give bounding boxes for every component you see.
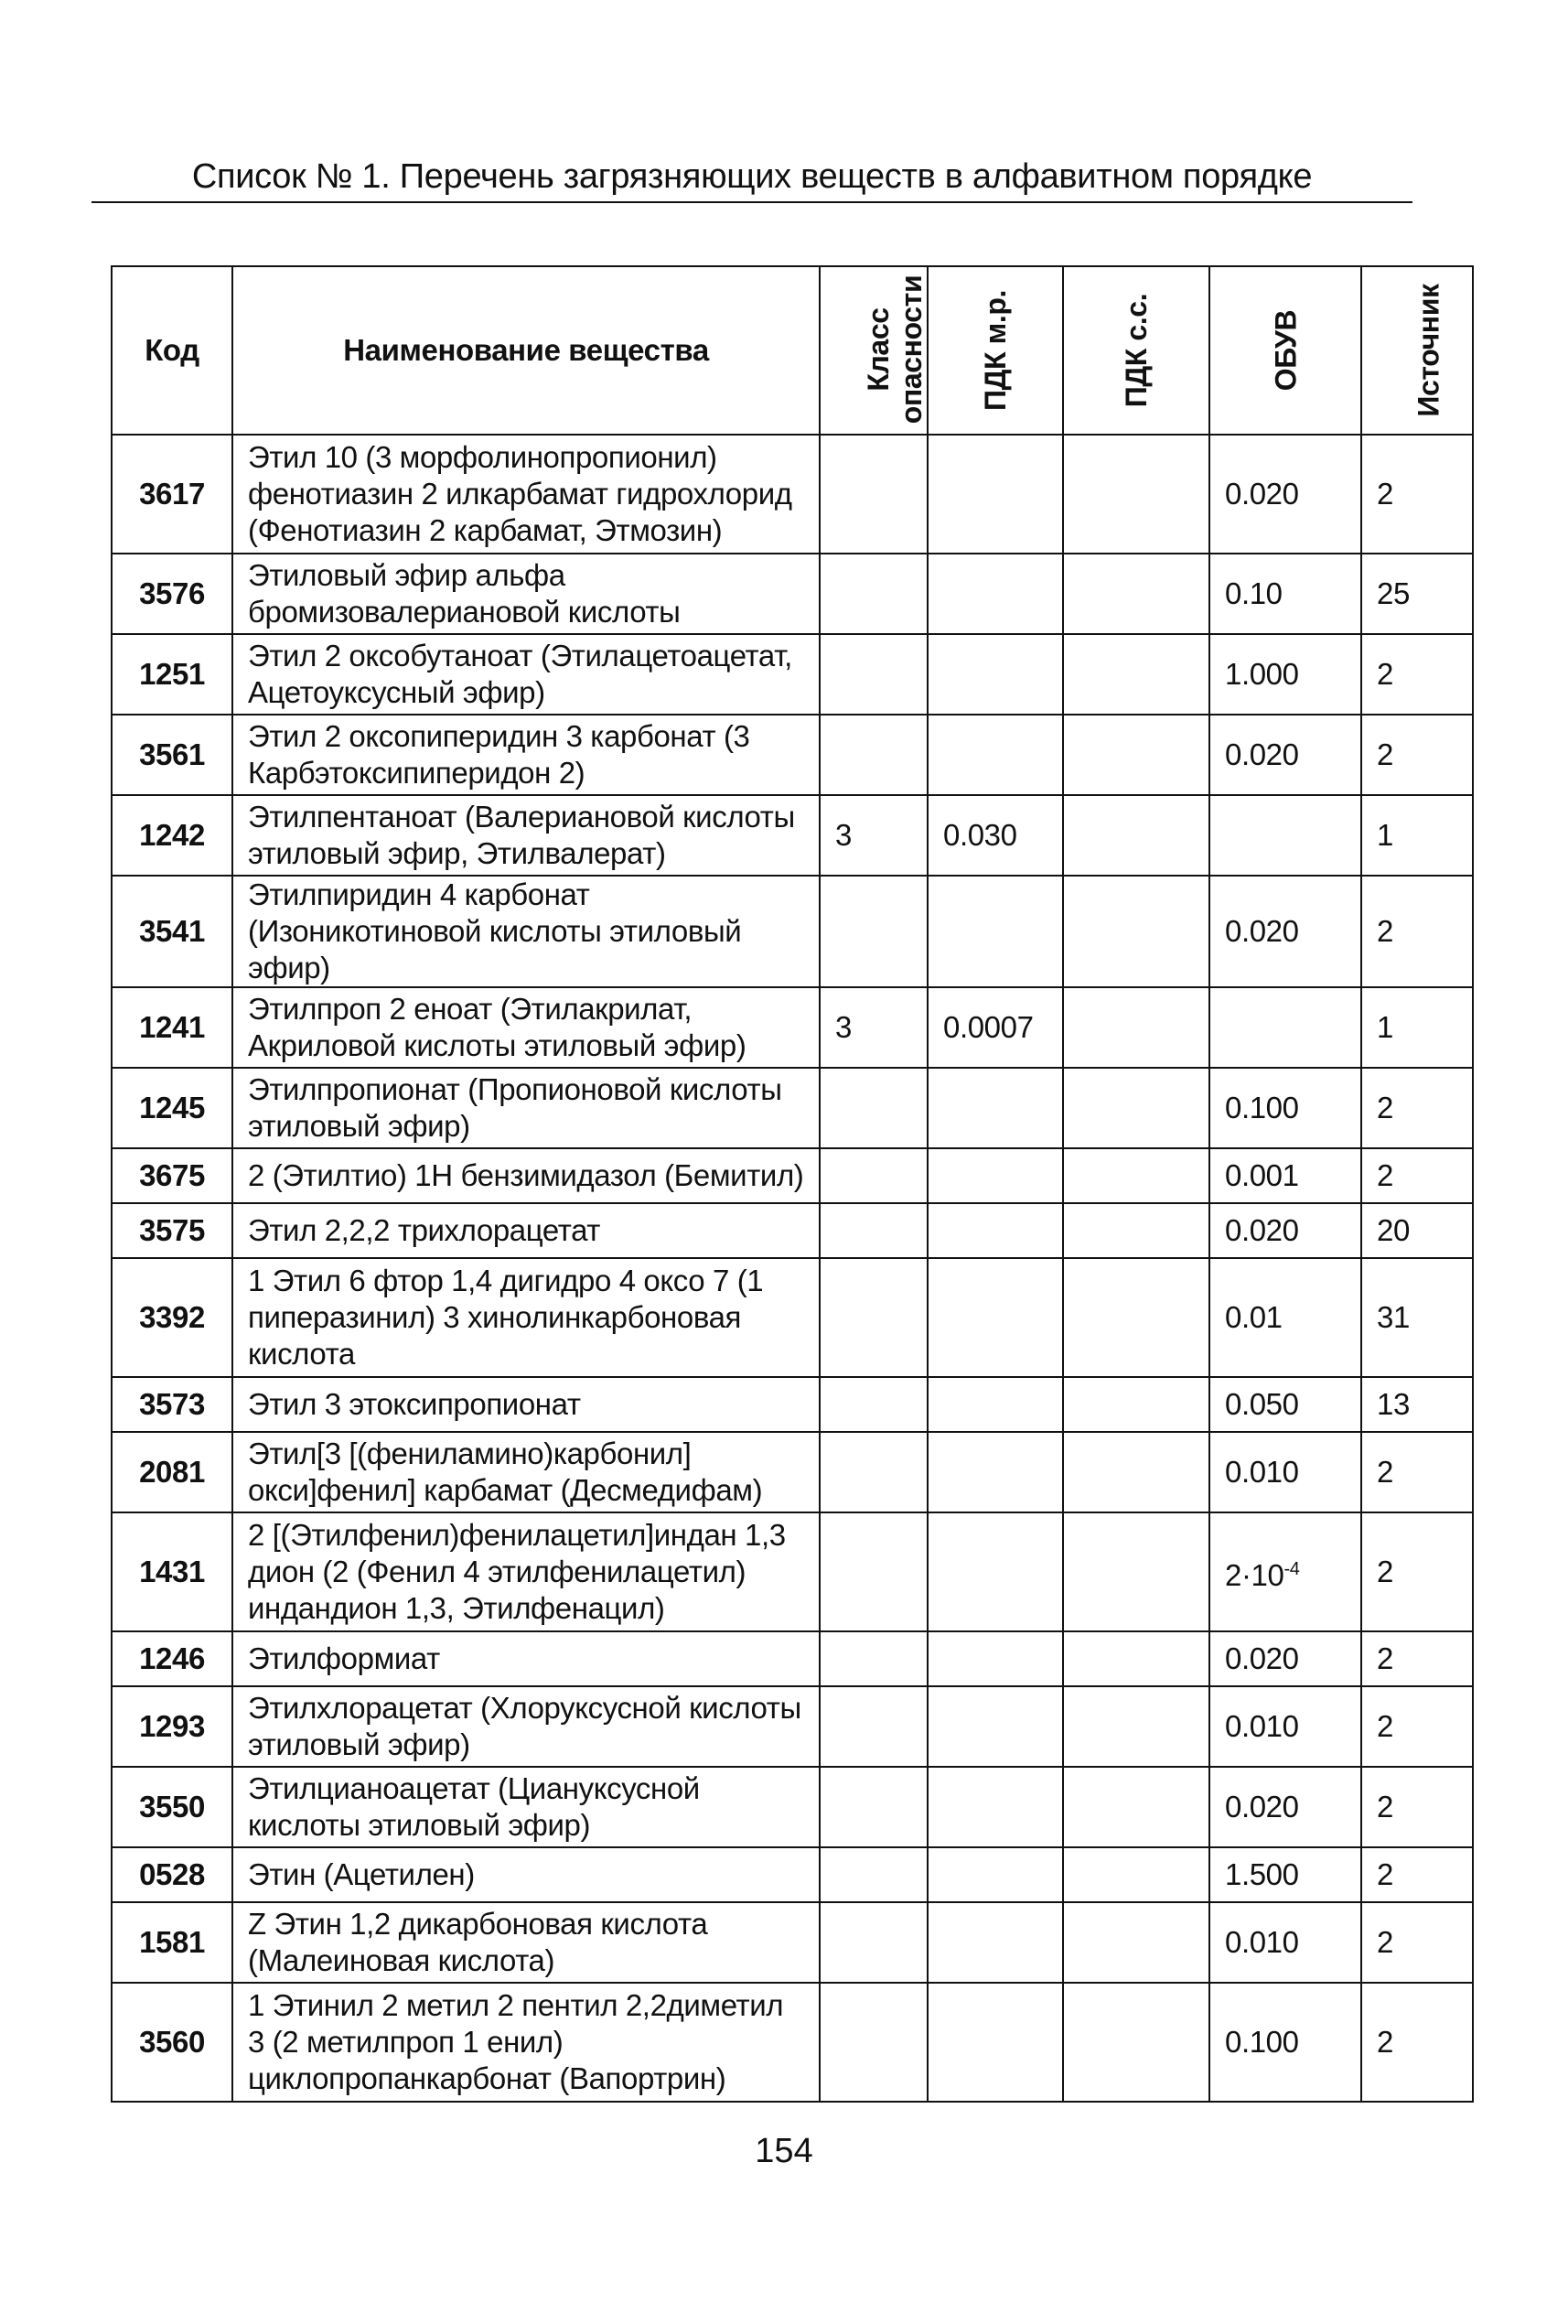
column-header-pdk-ss-label: ПДК с.с.	[1120, 293, 1153, 408]
cell-source-text: 1	[1377, 818, 1393, 852]
cell-pdk-ss	[1063, 1767, 1209, 1847]
cell-pdk-mr	[928, 1068, 1063, 1148]
cell-obuv	[1209, 1148, 1361, 1203]
cell-pdk-ss	[1063, 1068, 1209, 1148]
cell-name-text: Этилпропионат (Пропионовой кислоты этиловый эфир)	[248, 1072, 782, 1143]
cell-pdk-mr	[928, 1432, 1063, 1512]
cell-source-text: 2	[1377, 2025, 1393, 2059]
cell-pdk-ss	[1063, 1512, 1209, 1631]
cell-pdk-mr	[928, 1983, 1063, 2102]
cell-name-text: Этил 10 (3 морфолинопропионил) фенотиазин 2 илкарбамат гидрохлорид (Фенотиазин 2 карбамат, Этмозин)	[248, 440, 792, 547]
cell-code-text: 1241	[139, 1010, 205, 1044]
table-row	[112, 554, 1473, 634]
cell-code-text: 3575	[139, 1213, 205, 1247]
cell-hazard-class	[820, 1377, 928, 1432]
table-row	[112, 1512, 1473, 1631]
cell-code	[112, 795, 232, 876]
cell-name	[232, 1432, 820, 1512]
cell-hazard-class	[820, 1983, 928, 2102]
cell-name	[232, 554, 820, 634]
cell-source	[1361, 987, 1473, 1068]
cell-code	[112, 1203, 232, 1258]
cell-code-text: 1581	[139, 1925, 205, 1959]
cell-code	[112, 987, 232, 1068]
cell-obuv-text: 0.010	[1225, 1455, 1299, 1489]
cell-code	[112, 1512, 232, 1631]
cell-code-text: 3675	[139, 1158, 205, 1192]
cell-obuv-text: 0.020	[1225, 1641, 1299, 1675]
cell-source	[1361, 1767, 1473, 1847]
cell-hazard-class	[820, 1902, 928, 1983]
cell-code	[112, 1767, 232, 1847]
table-row	[112, 795, 1473, 876]
column-header-source	[1361, 266, 1473, 435]
cell-source	[1361, 1902, 1473, 1983]
column-header-obuv	[1209, 266, 1361, 435]
cell-source	[1361, 1983, 1473, 2102]
cell-code	[112, 715, 232, 795]
cell-pdk-ss	[1063, 1432, 1209, 1512]
cell-hazard-class	[820, 1631, 928, 1686]
cell-pdk-ss	[1063, 1847, 1209, 1902]
page-number: 154	[755, 2132, 813, 2170]
cell-obuv	[1209, 795, 1361, 876]
cell-name	[232, 795, 820, 876]
cell-name	[232, 435, 820, 554]
cell-name	[232, 1377, 820, 1432]
cell-source	[1361, 1686, 1473, 1767]
cell-pdk-ss	[1063, 1686, 1209, 1767]
cell-pdk-mr	[928, 1203, 1063, 1258]
cell-name-text: Этилпроп 2 еноат (Этилакрилат, Акриловой кислоты этиловый эфир)	[248, 992, 746, 1062]
cell-pdk-ss	[1063, 795, 1209, 876]
cell-name-text: Этил[3 [(фениламино)карбонил] окси]фенил] карбамат (Десмедифам)	[248, 1436, 763, 1507]
cell-obuv-text: 0.010	[1225, 1709, 1299, 1743]
cell-pdk-mr	[928, 1377, 1063, 1432]
cell-code	[112, 1686, 232, 1767]
cell-code	[112, 1631, 232, 1686]
cell-source-text: 2	[1377, 914, 1393, 948]
table-row	[112, 1148, 1473, 1203]
cell-obuv	[1209, 1377, 1361, 1432]
cell-code	[112, 1847, 232, 1902]
cell-pdk-mr	[928, 876, 1063, 987]
table-row	[112, 1068, 1473, 1148]
cell-source	[1361, 795, 1473, 876]
column-header-pdk-mr	[928, 266, 1063, 435]
cell-source-text: 2	[1377, 1709, 1393, 1743]
cell-obuv-text: 0.020	[1225, 1790, 1299, 1824]
cell-code	[112, 1377, 232, 1432]
cell-pdk-ss	[1063, 987, 1209, 1068]
table-row	[112, 1686, 1473, 1767]
cell-hazard-class	[820, 1148, 928, 1203]
column-header-pdk-mr-label: ПДК м.р.	[979, 289, 1012, 412]
table-row	[112, 634, 1473, 715]
cell-source	[1361, 1068, 1473, 1148]
cell-source	[1361, 1258, 1473, 1377]
cell-obuv	[1209, 1983, 1361, 2102]
cell-pdk-mr	[928, 1847, 1063, 1902]
cell-obuv	[1209, 987, 1361, 1068]
cell-obuv	[1209, 1432, 1361, 1512]
cell-hazard-class	[820, 1847, 928, 1902]
cell-code	[112, 1068, 232, 1148]
cell-name-text: Этилцианоацетат (Циануксусной кислоты этиловый эфир)	[248, 1771, 700, 1842]
page-title: Список № 1. Перечень загрязняющих веществ в алфавитном порядке	[191, 157, 1313, 196]
cell-hazard-class	[820, 634, 928, 715]
cell-hazard-class	[820, 554, 928, 634]
cell-pdk-ss	[1063, 1983, 1209, 2102]
cell-hazard-class	[820, 1258, 928, 1377]
cell-obuv-text: 0.020	[1225, 477, 1299, 511]
cell-pdk-ss	[1063, 1148, 1209, 1203]
cell-name-text: Этил 2,2,2 трихлорацетат	[248, 1213, 601, 1247]
column-header-pdk-ss	[1063, 266, 1209, 435]
cell-obuv-text: 1.500	[1225, 1857, 1299, 1891]
cell-source	[1361, 1847, 1473, 1902]
cell-obuv	[1209, 554, 1361, 634]
table-row	[112, 1631, 1473, 1686]
cell-code-text: 3573	[139, 1387, 205, 1421]
cell-code-text: 3617	[139, 477, 205, 511]
cell-source	[1361, 715, 1473, 795]
column-header-obuv-label: ОБУВ	[1268, 309, 1302, 392]
cell-hazard-class	[820, 1432, 928, 1512]
cell-obuv	[1209, 876, 1361, 987]
column-header-name: Наименование вещества	[232, 266, 820, 435]
substances-table	[111, 265, 1474, 2103]
cell-obuv-text: 0.001	[1225, 1158, 1299, 1192]
cell-code-text: 2081	[139, 1455, 205, 1489]
column-header-code: Код	[112, 266, 232, 435]
cell-code-text: 1251	[139, 657, 205, 691]
cell-source-text: 25	[1377, 576, 1410, 610]
cell-source-text: 13	[1377, 1387, 1410, 1421]
cell-source-text: 20	[1377, 1213, 1410, 1247]
cell-source	[1361, 554, 1473, 634]
cell-source	[1361, 1512, 1473, 1631]
cell-obuv	[1209, 1767, 1361, 1847]
cell-name-text: 2 (Этилтио) 1Н бензимидазол (Бемитил)	[248, 1158, 804, 1192]
cell-pdk-mr-text: 0.0007	[943, 1010, 1034, 1044]
cell-source-text: 2	[1377, 477, 1393, 511]
cell-name	[232, 987, 820, 1068]
cell-source	[1361, 1631, 1473, 1686]
cell-code-text: 1242	[139, 818, 205, 852]
cell-hazard-class	[820, 435, 928, 554]
table-body	[112, 435, 1473, 2102]
cell-pdk-ss	[1063, 634, 1209, 715]
cell-pdk-ss	[1063, 1377, 1209, 1432]
cell-pdk-ss	[1063, 1258, 1209, 1377]
cell-code-text: 1431	[139, 1555, 205, 1588]
cell-name-text: Этин (Ацетилен)	[248, 1857, 475, 1891]
header-rule	[91, 201, 1412, 203]
cell-obuv-text: 1.000	[1225, 657, 1299, 691]
cell-name-text: Этил 3 этоксипропионат	[248, 1387, 581, 1421]
cell-pdk-mr	[928, 1902, 1063, 1983]
table-header-row	[112, 266, 1473, 435]
column-header-hazard-class	[820, 266, 928, 435]
cell-code	[112, 1258, 232, 1377]
cell-pdk-mr	[928, 1258, 1063, 1377]
cell-pdk-mr	[928, 987, 1063, 1068]
cell-obuv-text: 2·10	[1225, 1557, 1284, 1592]
cell-pdk-ss	[1063, 1902, 1209, 1983]
cell-source	[1361, 1432, 1473, 1512]
cell-obuv-text: 0.100	[1225, 2025, 1299, 2059]
cell-obuv	[1209, 1902, 1361, 1983]
cell-obuv	[1209, 1631, 1361, 1686]
cell-name	[232, 634, 820, 715]
table-row	[112, 1847, 1473, 1902]
cell-source	[1361, 634, 1473, 715]
cell-obuv	[1209, 435, 1361, 554]
cell-code	[112, 876, 232, 987]
cell-hazard-class	[820, 1203, 928, 1258]
cell-code-text: 1293	[139, 1709, 205, 1743]
cell-name	[232, 876, 820, 987]
cell-pdk-ss	[1063, 1631, 1209, 1686]
column-header-hazard-class-line2: опасности	[895, 274, 929, 425]
cell-code	[112, 634, 232, 715]
cell-code-text: 3560	[139, 2025, 205, 2059]
cell-name	[232, 1148, 820, 1203]
cell-name	[232, 1068, 820, 1148]
cell-name-text: 1 Этил 6 фтор 1,4 дигидро 4 оксо 7 (1 пиперазинил) 3 хинолинкарбоновая кислота	[248, 1264, 764, 1371]
table-row	[112, 1767, 1473, 1847]
table-row	[112, 1432, 1473, 1512]
table-row	[112, 1377, 1473, 1432]
cell-code	[112, 1148, 232, 1203]
column-header-hazard-class-line1: Класс	[862, 307, 896, 392]
cell-name	[232, 715, 820, 795]
table-row	[112, 1902, 1473, 1983]
cell-pdk-ss	[1063, 876, 1209, 987]
cell-source	[1361, 1148, 1473, 1203]
cell-source-text: 2	[1377, 1555, 1393, 1588]
cell-source-text: 2	[1377, 1925, 1393, 1959]
cell-pdk-ss	[1063, 1203, 1209, 1258]
cell-source	[1361, 1377, 1473, 1432]
cell-hazard-class-text: 3	[835, 818, 852, 852]
cell-source-text: 2	[1377, 1857, 1393, 1891]
cell-code-text: 3392	[139, 1300, 205, 1334]
cell-obuv-text: 0.050	[1225, 1387, 1299, 1421]
cell-code	[112, 435, 232, 554]
cell-code-text: 3541	[139, 914, 205, 948]
cell-obuv	[1209, 1847, 1361, 1902]
cell-pdk-ss	[1063, 554, 1209, 634]
column-header-source-label: Источник	[1412, 284, 1445, 417]
cell-name-text: Этилформиат	[248, 1641, 440, 1675]
cell-source-text: 2	[1377, 1641, 1393, 1675]
cell-name-text: 1 Этинил 2 метил 2 пентил 2,2диметил 3 (2 метилпроп 1 енил) циклопропанкарбонат (Вапортрин)	[248, 1988, 784, 2095]
cell-name-text: Этилпиридин 4 карбонат (Изоникотиновой кислоты этиловый эфир)	[248, 877, 742, 984]
cell-name-text: Этилхлорацетат (Хлоруксусной кислоты этиловый эфир)	[248, 1691, 801, 1761]
cell-hazard-class	[820, 1512, 928, 1631]
cell-name-text: Z Этин 1,2 дикарбоновая кислота (Малеиновая кислота)	[248, 1907, 708, 1977]
cell-source-text: 1	[1377, 1010, 1393, 1044]
cell-obuv-text: 0.010	[1225, 1925, 1299, 1959]
cell-hazard-class	[820, 1686, 928, 1767]
cell-obuv	[1209, 1258, 1361, 1377]
cell-obuv-text: 0.10	[1225, 576, 1283, 610]
cell-code-text: 0528	[139, 1857, 205, 1891]
cell-name	[232, 1686, 820, 1767]
cell-pdk-mr	[928, 435, 1063, 554]
table-row	[112, 715, 1473, 795]
cell-name	[232, 1512, 820, 1631]
cell-obuv-exponent: -4	[1283, 1558, 1300, 1579]
table-row	[112, 1258, 1473, 1377]
cell-obuv	[1209, 715, 1361, 795]
cell-code-text: 3550	[139, 1790, 205, 1824]
cell-code	[112, 1432, 232, 1512]
cell-pdk-mr-text: 0.030	[943, 818, 1017, 852]
cell-source	[1361, 876, 1473, 987]
cell-pdk-mr	[928, 1767, 1063, 1847]
table-row	[112, 1203, 1473, 1258]
cell-name-text: Этил 2 оксопиперидин 3 карбонат (3 Карбэтоксипиперидон 2)	[248, 719, 750, 790]
cell-hazard-class	[820, 715, 928, 795]
cell-pdk-mr	[928, 1631, 1063, 1686]
cell-name	[232, 1258, 820, 1377]
cell-pdk-mr	[928, 715, 1063, 795]
cell-pdk-mr	[928, 634, 1063, 715]
cell-pdk-mr	[928, 554, 1063, 634]
cell-name-text: Этилпентаноат (Валериановой кислоты этиловый эфир, Этилвалерат)	[248, 800, 795, 870]
cell-source-text: 2	[1377, 1158, 1393, 1192]
cell-code-text: 3576	[139, 576, 205, 610]
cell-obuv	[1209, 1203, 1361, 1258]
table-row	[112, 1983, 1473, 2102]
cell-pdk-ss	[1063, 715, 1209, 795]
cell-obuv-text: 0.020	[1225, 1213, 1299, 1247]
cell-code-text: 1245	[139, 1091, 205, 1124]
cell-obuv	[1209, 1512, 1361, 1631]
cell-hazard-class	[820, 987, 928, 1068]
cell-name	[232, 1983, 820, 2102]
cell-source	[1361, 1203, 1473, 1258]
cell-name	[232, 1767, 820, 1847]
cell-hazard-class	[820, 1068, 928, 1148]
cell-hazard-class	[820, 1767, 928, 1847]
cell-obuv	[1209, 634, 1361, 715]
cell-name-text: 2 [(Этилфенил)фенилацетил]индан 1,3 дион (2 (Фенил 4 этилфенилацетил) индандион 1,3, Этилфенацил)	[248, 1518, 786, 1625]
cell-hazard-class	[820, 795, 928, 876]
cell-obuv	[1209, 1686, 1361, 1767]
cell-source-text: 31	[1377, 1300, 1410, 1334]
cell-name	[232, 1902, 820, 1983]
table-row	[112, 876, 1473, 987]
cell-name-text: Этиловый эфир альфа бромизовалериановой кислоты	[248, 558, 681, 629]
cell-pdk-mr	[928, 1686, 1063, 1767]
cell-obuv	[1209, 1068, 1361, 1148]
cell-name	[232, 1631, 820, 1686]
cell-name-text: Этил 2 оксобутаноат (Этилацетоацетат, Ацетоуксусный эфир)	[248, 639, 792, 709]
cell-hazard-class-text: 3	[835, 1010, 852, 1044]
cell-source-text: 2	[1377, 737, 1393, 771]
cell-source	[1361, 435, 1473, 554]
cell-code-text: 1246	[139, 1641, 205, 1675]
cell-code-text: 3561	[139, 737, 205, 771]
cell-source-text: 2	[1377, 1790, 1393, 1824]
table-row	[112, 435, 1473, 554]
cell-name	[232, 1203, 820, 1258]
table-row	[112, 987, 1473, 1068]
cell-obuv-text: 0.020	[1225, 914, 1299, 948]
cell-code	[112, 1983, 232, 2102]
cell-obuv-text: 0.020	[1225, 737, 1299, 771]
cell-code	[112, 554, 232, 634]
cell-source-text: 2	[1377, 1455, 1393, 1489]
cell-pdk-mr	[928, 1148, 1063, 1203]
cell-hazard-class	[820, 876, 928, 987]
cell-pdk-ss	[1063, 435, 1209, 554]
cell-pdk-mr	[928, 1512, 1063, 1631]
cell-name	[232, 1847, 820, 1902]
cell-code	[112, 1902, 232, 1983]
cell-source-text: 2	[1377, 1091, 1393, 1124]
cell-obuv-text: 0.100	[1225, 1091, 1299, 1124]
cell-pdk-mr	[928, 795, 1063, 876]
cell-source-text: 2	[1377, 657, 1393, 691]
cell-obuv-text: 0.01	[1225, 1300, 1283, 1334]
